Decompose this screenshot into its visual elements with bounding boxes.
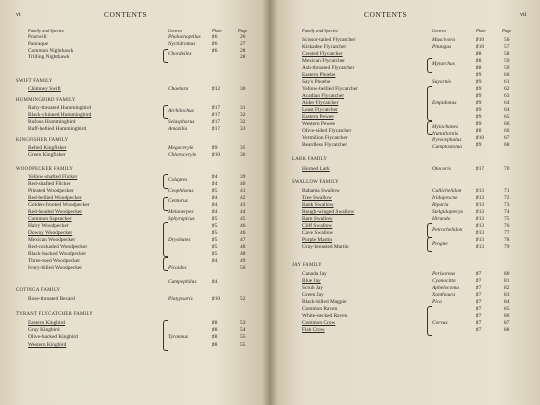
plate-number: ♯8 (212, 334, 218, 340)
plate-number: ♯10 (476, 44, 485, 50)
plate-number: ♯12 (212, 86, 221, 92)
plate-number: ♯13 (476, 223, 485, 229)
header-genera: Genera (432, 28, 446, 33)
plate-number: ♯4 (212, 279, 218, 285)
page-ref: 55 (240, 342, 246, 348)
plate-number: ♯17 (212, 105, 221, 111)
header-family-species: Family and Species (28, 28, 64, 33)
species-name: White-necked Raven (302, 313, 348, 319)
page-ref: 56 (504, 37, 510, 43)
page-ref: 43 (240, 202, 246, 208)
genus-name: Sphyrapicus (168, 216, 195, 222)
plate-number: ♯5 (212, 244, 218, 250)
plate-number: ♯5 (212, 216, 218, 222)
family-heading: COTINGA FAMILY (16, 288, 61, 293)
page-ref: 65 (504, 114, 510, 120)
species-name: Tree Swallow (302, 195, 332, 201)
genus-name: Stelgidopteryx (432, 209, 464, 215)
header-genera: Genera (168, 28, 182, 33)
header-family-species: Family and Species (302, 28, 338, 33)
plate-number: ♯6 (212, 41, 218, 47)
brace-bracket (427, 86, 432, 121)
plate-number: ♯6 (212, 48, 218, 54)
species-name: Blue Jay (302, 278, 321, 284)
genus-name: Iridoprocne (432, 195, 458, 201)
page-ref: 59 (504, 65, 510, 71)
species-name: Common Raven (302, 306, 338, 312)
page-ref: 64 (504, 100, 510, 106)
species-name: Pauraque (28, 41, 49, 47)
family-heading: WOODPECKER FAMILY (16, 167, 74, 172)
plate-number: ♯5 (212, 223, 218, 229)
genus-name: Chordeiles (168, 51, 192, 57)
right-page (270, 0, 540, 405)
page-ref: 84 (504, 299, 510, 305)
plate-number: ♯7 (476, 292, 482, 298)
genus-name: Corvus (432, 320, 448, 326)
page-ref: 36 (240, 152, 246, 158)
species-name: Rough-winged Swallow (302, 209, 355, 215)
page-ref: 87 (504, 320, 510, 326)
brace-bracket (427, 223, 432, 238)
species-name: Canada Jay (302, 271, 327, 277)
species-name: Olive-backed Kingbird (28, 334, 78, 340)
plate-number: ♯13 (476, 195, 485, 201)
plate-number: ♯17 (212, 126, 221, 132)
species-name: Black-backed Woodpecker (28, 251, 86, 257)
plate-number: ♯13 (476, 244, 485, 250)
species-name: Red-cockaded Woodpecker (28, 244, 88, 250)
genus-name: Ceophloeus (168, 188, 194, 194)
page-ref: 41 (240, 188, 246, 194)
plate-number: ♯17 (212, 112, 221, 118)
species-name: Scissor-tailed Flycatcher (302, 37, 356, 43)
species-name: Common Crow (302, 320, 336, 326)
genus-name: Campephilus (168, 279, 197, 285)
species-name: Ivory-billed Woodpecker (28, 265, 83, 271)
page-ref: 68 (504, 142, 510, 148)
page-ref: 57 (504, 44, 510, 50)
plate-number: ♯6 (212, 34, 218, 40)
plate-number: ♯8 (212, 342, 218, 348)
family-heading: SWALLOW FAMILY (292, 180, 339, 185)
page-ref: 75 (504, 216, 510, 222)
page-ref: 28 (240, 48, 246, 54)
book-gutter (262, 0, 278, 405)
header-page: Page (502, 28, 512, 33)
page-ref: 60 (504, 72, 510, 78)
page-ref: 53 (240, 320, 246, 326)
genus-name: Chloroceryle (168, 152, 197, 158)
genus-name: Aphelocoma (432, 285, 459, 291)
species-name: Hairy Woodpecker (28, 223, 69, 229)
plate-number: ♯4 (212, 181, 218, 187)
page-ref: 30 (240, 86, 246, 92)
species-name: Eastern Pewee (302, 114, 334, 120)
species-name: Eastern Kingbird (28, 320, 65, 326)
species-name: Horned Lark (302, 166, 330, 172)
plate-number: ♯8 (212, 327, 218, 333)
plate-number: ♯4 (212, 195, 218, 201)
species-name: Green Kingfisher (28, 152, 66, 158)
species-name: Red-shafted Flicker (28, 181, 71, 187)
brace-bracket (163, 49, 168, 63)
genus-name: Riparia (432, 202, 449, 208)
genus-name: Platypsaris (168, 296, 193, 302)
species-name: Alder Flycatcher (302, 100, 339, 106)
plate-number: ♯10 (476, 37, 485, 43)
species-name: Cave Swallow (302, 230, 334, 236)
page-ref: 81 (504, 278, 510, 284)
species-name: Olive-sided Flycatcher (302, 128, 352, 134)
genus-name: Myiochanes (432, 124, 459, 130)
plate-number: ♯7 (476, 299, 482, 305)
page-ref: 32 (240, 112, 246, 118)
family-heading: TYRANT FLYCATCHER FAMILY (16, 312, 93, 317)
plate-number: ♯4 (212, 209, 218, 215)
brace-bracket (163, 197, 168, 211)
plate-number: ♯13 (476, 237, 485, 243)
plate-number: ♯5 (212, 251, 218, 257)
plate-number: ♯8 (476, 128, 482, 134)
page-ref: 80 (504, 271, 510, 277)
page-ref: 86 (504, 313, 510, 319)
plate-number: ♯4 (212, 174, 218, 180)
genus-name: Colaptes (168, 177, 188, 183)
page-ref: 66 (504, 121, 510, 127)
page-ref: 70 (504, 166, 510, 172)
page-ref: 54 (240, 327, 246, 333)
plate-number: ♯4 (212, 258, 218, 264)
species-name: Rose-throated Becard (28, 296, 75, 302)
page-ref: 44 (240, 209, 246, 215)
species-name: Beardless Flycatcher (302, 142, 348, 148)
genus-name: Otocoris (432, 166, 451, 172)
plate-number: ♯7 (476, 327, 482, 333)
page-ref: 47 (240, 237, 246, 243)
species-name: Crested Flycatcher (302, 51, 343, 57)
plate-number: ♯7 (476, 320, 482, 326)
species-name: Acadian Flycatcher (302, 93, 345, 99)
page-ref: 67 (504, 135, 510, 141)
plate-number: ♯8 (476, 51, 482, 57)
species-name: Downy Woodpecker (28, 230, 73, 236)
plate-number: ♯8 (476, 65, 482, 71)
species-name: Yellow-shafted Flicker (28, 174, 78, 180)
species-name: Belted Kingfisher (28, 145, 67, 151)
species-name: Pileated Woodpecker (28, 188, 74, 194)
plate-number: ♯9 (476, 107, 482, 113)
genus-name: Pica (432, 299, 442, 305)
species-name: Fish Crow (302, 327, 325, 333)
page-ref: 82 (504, 285, 510, 291)
species-name: Barn Swallow (302, 216, 333, 222)
genus-name: Amazilia (168, 126, 188, 132)
page-ref: 46 (240, 223, 246, 229)
species-name: Common Sapsucker (28, 216, 72, 222)
page-ref: 73 (504, 202, 510, 208)
plate-number: ♯10 (212, 296, 221, 302)
page-ref: 78 (504, 237, 510, 243)
family-heading: LARK FAMILY (292, 157, 328, 162)
page-ref: 62 (504, 86, 510, 92)
genus-name: Archilochus (168, 108, 194, 114)
genus-name: Sayornis (432, 79, 451, 85)
plate-number: ♯5 (212, 188, 218, 194)
page-ref: 52 (240, 296, 246, 302)
species-name: Purple Martin (302, 237, 333, 243)
species-name: Rufous Hummingbird (28, 119, 76, 125)
brace-bracket (427, 121, 432, 135)
genus-name: Perisoreus (432, 271, 456, 277)
page-ref: 88 (504, 327, 510, 333)
genus-name: Pyrocephalus (432, 137, 462, 143)
plate-number: ♯13 (476, 209, 485, 215)
plate-number: ♯7 (476, 278, 482, 284)
species-name: Mexican Woodpecker (28, 237, 76, 243)
plate-number: ♯13 (476, 216, 485, 222)
plate-number: ♯9 (476, 86, 482, 92)
page-ref: 61 (504, 79, 510, 85)
family-heading: KINGFISHER FAMILY (16, 138, 69, 143)
page-ref: 79 (504, 244, 510, 250)
genus-name: Picoides (168, 265, 187, 271)
species-name: Green Jay (302, 292, 324, 298)
brace-bracket (163, 174, 168, 189)
species-name: Buff-bellied Hummingbird (28, 126, 87, 132)
species-name: Black-chinned Hummingbird (28, 112, 92, 118)
plate-number: ♯7 (476, 313, 482, 319)
plate-number: ♯13 (476, 188, 485, 194)
page-ref: 85 (504, 306, 510, 312)
genus-name: Camptostoma (432, 144, 462, 150)
species-name: Mexican Flycatcher (302, 58, 345, 64)
brace-bracket (427, 237, 432, 252)
genus-name: Dryobates (168, 237, 191, 243)
page-ref: 31 (240, 105, 246, 111)
plate-number: ♯9 (476, 93, 482, 99)
genus-name: Callichelidon (432, 188, 462, 194)
plate-number: ♯9 (476, 142, 482, 148)
family-heading: SWIFT FAMILY (16, 79, 53, 84)
brace-bracket (163, 257, 168, 271)
species-name: Ash-throated Flycatcher (302, 65, 355, 71)
family-heading: HUMMINGBIRD FAMILY (16, 98, 76, 103)
page-ref: 77 (504, 230, 510, 236)
plate-number: ♯10 (476, 135, 485, 141)
genus-name: Tyrannus (168, 334, 188, 340)
genus-name: Selasphorus (168, 119, 195, 125)
page-ref: 48 (240, 244, 246, 250)
plate-number: ♯9 (476, 79, 482, 85)
species-name: Golden-fronted Woodpecker (28, 202, 90, 208)
brace-bracket (163, 320, 168, 351)
species-name: Gray-breasted Martin (302, 244, 349, 250)
species-name: Poorwill (28, 34, 47, 40)
page-ref: 35 (240, 145, 246, 151)
page-ref: 55 (240, 334, 246, 340)
plate-number: ♯9 (476, 114, 482, 120)
species-name: Scrub Jay (302, 285, 324, 291)
genus-name: Nuttallornis (432, 131, 459, 137)
plate-number: ♯5 (212, 237, 218, 243)
page-ref: 71 (504, 188, 510, 194)
page-ref: 64 (504, 107, 510, 113)
page-ref: 39 (240, 174, 246, 180)
genus-name: Empidonax (432, 100, 457, 106)
page-ref: 83 (504, 292, 510, 298)
plate-number: ♯7 (476, 306, 482, 312)
plate-number: ♯5 (212, 230, 218, 236)
species-name: Ruby-throated Hummingbird (28, 105, 92, 111)
species-name: Eastern Phoebe (302, 72, 336, 78)
page-ref: 66 (504, 128, 510, 134)
plate-number: ♯9 (476, 72, 482, 78)
plate-number: ♯9 (476, 100, 482, 106)
header-plate: Plate (476, 28, 486, 33)
species-name: Cliff Swallow (302, 223, 333, 229)
species-name: Yellow-bellied Flycatcher (302, 86, 358, 92)
page-number: vi (16, 12, 21, 18)
species-name: Trilling Nighthawk (28, 54, 70, 60)
genus-name: Myiarchus (432, 61, 455, 67)
page-ref: 63 (504, 93, 510, 99)
species-name: Least Flycatcher (302, 107, 338, 113)
plate-number: ♯17 (476, 166, 485, 172)
plate-number: ♯9 (476, 121, 482, 127)
page-ref: 45 (240, 216, 246, 222)
genus-name: Muscivora (432, 37, 456, 43)
page-ref: 33 (240, 126, 246, 132)
plate-number: ♯13 (476, 230, 485, 236)
genus-name: Phalaenoptilus (168, 34, 201, 40)
page-ref: 27 (240, 41, 246, 47)
genus-name: Pitangus (432, 44, 452, 50)
page-ref: 72 (504, 195, 510, 201)
page-ref: 28 (240, 54, 246, 60)
plate-number: ♯9 (212, 145, 218, 151)
page-ref: 59 (504, 58, 510, 64)
species-name: Black-billed Magpie (302, 299, 347, 305)
page-ref: 76 (504, 223, 510, 229)
plate-number: ♯7 (476, 285, 482, 291)
page-ref: 40 (240, 181, 246, 187)
page-ref: 50 (240, 265, 246, 271)
genus-name: Chaetura (168, 86, 189, 92)
genus-name: Xanthoura (432, 292, 456, 298)
page-ref: 48 (240, 251, 246, 257)
plate-number: ♯8 (476, 58, 482, 64)
plate-number: ♯13 (476, 202, 485, 208)
species-name: Say's Phoebe (302, 79, 331, 85)
species-name: Bank Swallow (302, 202, 334, 208)
page-number: vii (520, 12, 527, 18)
species-name: Kiskadee Flycatcher (302, 44, 347, 50)
page-title: CONTENTS (104, 10, 148, 19)
page-ref: 49 (240, 258, 246, 264)
page-ref: 32 (240, 119, 246, 125)
species-name: Bahama Swallow (302, 188, 340, 194)
brace-bracket (163, 222, 168, 257)
page-ref: 58 (504, 51, 510, 57)
species-name: Western Pewee (302, 121, 335, 127)
species-name: Common Nighthawk (28, 48, 74, 54)
species-name: Western Kingbird (28, 342, 67, 348)
species-name: Gray Kingbird (28, 327, 60, 333)
plate-number: ♯7 (476, 271, 482, 277)
plate-number: ♯4 (212, 202, 218, 208)
genus-name: Cyanocitta (432, 278, 456, 284)
page-ref: 42 (240, 195, 246, 201)
genus-name: Nyctidromus (168, 41, 196, 47)
brace-bracket (427, 306, 432, 336)
header-plate: Plate (212, 28, 222, 33)
page-ref: 26 (240, 34, 246, 40)
brace-bracket (163, 105, 168, 119)
family-heading: JAY FAMILY (292, 263, 322, 268)
plate-number: ♯8 (212, 320, 218, 326)
genus-name: Hirundo (432, 216, 451, 222)
genus-name: Centurus (168, 198, 188, 204)
species-name: Three-toed Woodpecker (28, 258, 80, 264)
genus-name: Megaceryle (168, 145, 194, 151)
genus-name: Petrochelidon (432, 227, 463, 233)
species-name: Vermilion Flycatcher (302, 135, 348, 141)
genus-name: Progne (432, 241, 448, 247)
plate-number: ♯17 (212, 119, 221, 125)
plate-number: ♯10 (212, 152, 221, 158)
species-name: Red-bellied Woodpecker (28, 195, 82, 201)
species-name: Chimney Swift (28, 86, 61, 92)
brace-bracket (427, 58, 432, 73)
header-page: Page (238, 28, 248, 33)
page-ref: 74 (504, 209, 510, 215)
page-ref: 46 (240, 230, 246, 236)
page-title: CONTENTS (364, 10, 408, 19)
genus-name: Melanerpes (168, 209, 194, 215)
species-name: Red-headed Woodpecker (28, 209, 83, 215)
